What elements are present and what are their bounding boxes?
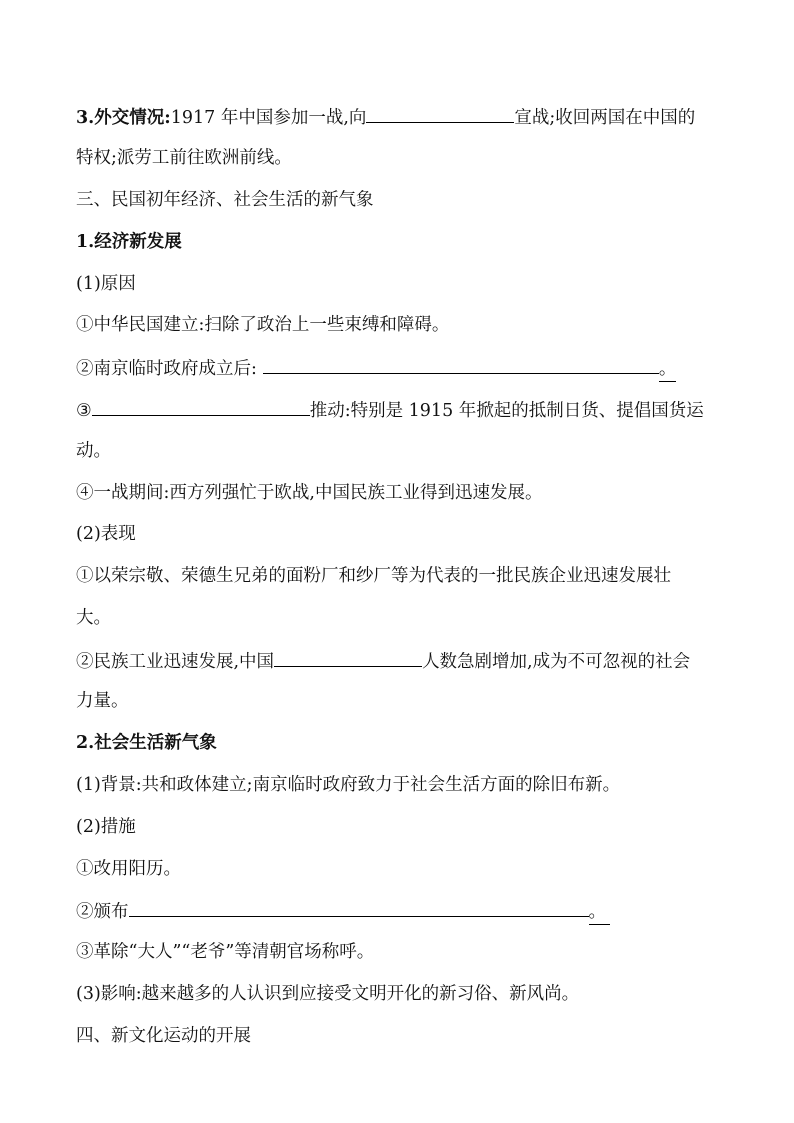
- measure-2-line: [76, 898, 610, 925]
- reason-1: ①中华民国建立:扫除了政治上一些束缚和障碍。: [76, 315, 450, 335]
- reason-3-text: 推动:特别是 1915 年掀起的抵制日货、提倡国货运: [309, 401, 704, 421]
- reason-3-mark: ③: [76, 401, 92, 421]
- fill-blank-3[interactable]: [92, 397, 310, 416]
- measures-label: (2)措施: [76, 817, 136, 837]
- section-heading-4: 四、新文化运动的开展: [76, 1026, 251, 1046]
- foreign-affairs-text-2: 宣战;收回两国在中国的: [514, 108, 696, 128]
- measure-3: ③革除“大人”“老爷”等清朝官场称呼。: [76, 942, 375, 962]
- reason-2-line: [76, 355, 676, 382]
- section-heading-3: 三、民国初年经济、社会生活的新气象: [76, 190, 374, 210]
- reason-3-cont: 动。: [76, 441, 111, 461]
- measure-2-text: ②颁布: [76, 902, 129, 922]
- foreign-affairs-label: 3.外交情况:: [76, 108, 171, 128]
- foreign-affairs-cont: 特权;派劳工前往欧洲前线。: [76, 148, 292, 168]
- foreign-affairs-line: [76, 104, 695, 130]
- reasons-label: (1)原因: [76, 274, 136, 294]
- fill-blank-2[interactable]: [263, 355, 659, 374]
- performance-label: (2)表现: [76, 524, 136, 544]
- fill-blank-4[interactable]: [274, 648, 422, 667]
- social-heading: 2.社会生活新气象: [76, 733, 217, 753]
- performance-1: ①以荣宗敬、荣德生兄弟的面粉厂和纱厂等为代表的一批民族企业迅速发展壮: [76, 566, 671, 586]
- performance-1-cont: 大。: [76, 608, 111, 628]
- social-background: (1)背景:共和政体建立;南京临时政府致力于社会生活方面的除旧布新。: [76, 775, 621, 795]
- reason-2-end: 。: [659, 357, 677, 382]
- fill-blank-1[interactable]: [366, 104, 514, 123]
- measure-1: ①改用阳历。: [76, 859, 181, 879]
- social-impact: (3)影响:越来越多的人认识到应接受文明开化的新习俗、新风尚。: [76, 984, 580, 1004]
- reason-3-line: [76, 397, 704, 423]
- economy-heading: 1.经济新发展: [76, 232, 182, 252]
- measure-2-end: 。: [589, 900, 611, 925]
- reason-2-text: ②南京临时政府成立后:: [76, 359, 257, 379]
- performance-2-cont: 力量。: [76, 691, 129, 711]
- performance-2-text: ②民族工业迅速发展,中国: [76, 652, 275, 672]
- reason-4: ④一战期间:西方列强忙于欧战,中国民族工业得到迅速发展。: [76, 483, 543, 503]
- fill-blank-5[interactable]: [129, 898, 589, 917]
- foreign-affairs-text: 1917 年中国参加一战,向: [170, 108, 367, 128]
- performance-2-text-2: 人数急剧增加,成为不可忽视的社会: [422, 652, 691, 672]
- performance-2-line: [76, 648, 690, 674]
